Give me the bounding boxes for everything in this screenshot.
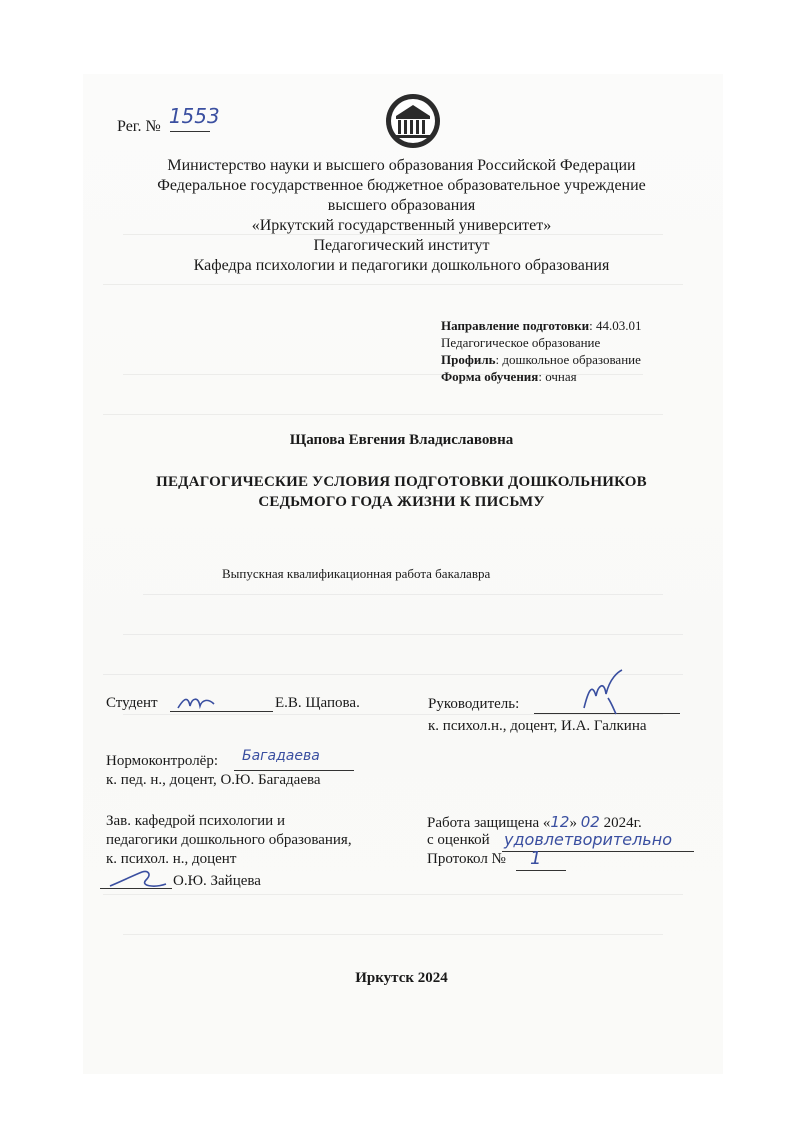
head-line1: Зав. кафедрой психологии и: [106, 813, 285, 829]
institution-type-line: Федеральное государственное бюджетное образовательное учреждение: [157, 177, 646, 194]
student-signature: [176, 694, 216, 712]
form-label: Форма обучения: [441, 369, 539, 384]
university-name: «Иркутский государственный университет»: [251, 217, 552, 234]
normcontrol-label: Нормоконтролёр:: [106, 753, 219, 769]
reg-underline: [170, 131, 210, 132]
department-name: Кафедра психологии и педагогики дошкольного образования: [193, 257, 610, 274]
reg-label: Рег. №: [117, 118, 161, 135]
supervisor-info: к. психол.н., доцент, И.А. Галкина: [428, 718, 647, 734]
defended-day: 12: [550, 813, 570, 831]
defended-label: Работа защищена: [427, 815, 540, 831]
reg-number-row: [117, 104, 220, 136]
grade-value: удовлетворительно: [504, 830, 672, 849]
head-name: О.Ю. Зайцева: [173, 873, 261, 889]
reg-number-handwritten: 1553: [168, 104, 220, 128]
head-signature: [106, 866, 172, 892]
normcontrol-signature-line: [234, 770, 354, 771]
defended-row: Работа защищена «12» 02 2024г.: [427, 813, 642, 831]
thesis-title-line2: СЕДЬМОГО ГОДА ЖИЗНИ К ПИСЬМУ: [258, 494, 545, 510]
head-line3: к. психол. н., доцент: [106, 851, 237, 867]
profile-row: [441, 352, 641, 368]
direction-name: Педагогическое образование: [441, 335, 601, 350]
author-name: Щапова Евгения Владиславовна: [289, 432, 514, 448]
direction-label: Направление подготовки: [441, 318, 590, 333]
institute-name: Педагогический институт: [313, 237, 490, 254]
profile-value: : дошкольное образование: [495, 352, 641, 367]
direction-code: : 44.03.01: [589, 318, 642, 333]
education-level-line: высшего образования: [327, 197, 476, 214]
normcontrol-signature: Багадаева: [242, 748, 320, 764]
thesis-title-line1: ПЕДАГОГИЧЕСКИЕ УСЛОВИЯ ПОДГОТОВКИ ДОШКОЛЬНИКОВ: [156, 474, 647, 490]
direction-row: [441, 318, 641, 334]
defended-year: 2024г.: [603, 815, 642, 831]
form-row: [441, 369, 577, 385]
form-value: : очная: [538, 369, 577, 384]
supervisor-label: Руководитель:: [428, 696, 520, 712]
city-year: Иркутск 2024: [355, 970, 448, 986]
protocol-underline: [516, 870, 566, 871]
supervisor-signature: [578, 668, 628, 716]
grade-label: с оценкой: [427, 832, 490, 848]
profile-label: Профиль: [441, 352, 496, 367]
student-label: Студент: [106, 695, 158, 711]
work-type: Выпускная квалификационная работа бакалавра: [222, 566, 491, 581]
protocol-value: 1: [530, 848, 542, 869]
protocol-label: Протокол №: [427, 851, 506, 867]
head-line2: педагогики дошкольного образования,: [106, 832, 352, 848]
normcontrol-info: к. пед. н., доцент, О.Ю. Багадаева: [106, 772, 321, 788]
university-logo-icon: [384, 92, 442, 150]
student-name: Е.В. Щапова.: [275, 695, 360, 711]
ministry-line: Министерство науки и высшего образования Российской Федерации: [167, 157, 636, 174]
defended-month: 02: [580, 813, 600, 831]
